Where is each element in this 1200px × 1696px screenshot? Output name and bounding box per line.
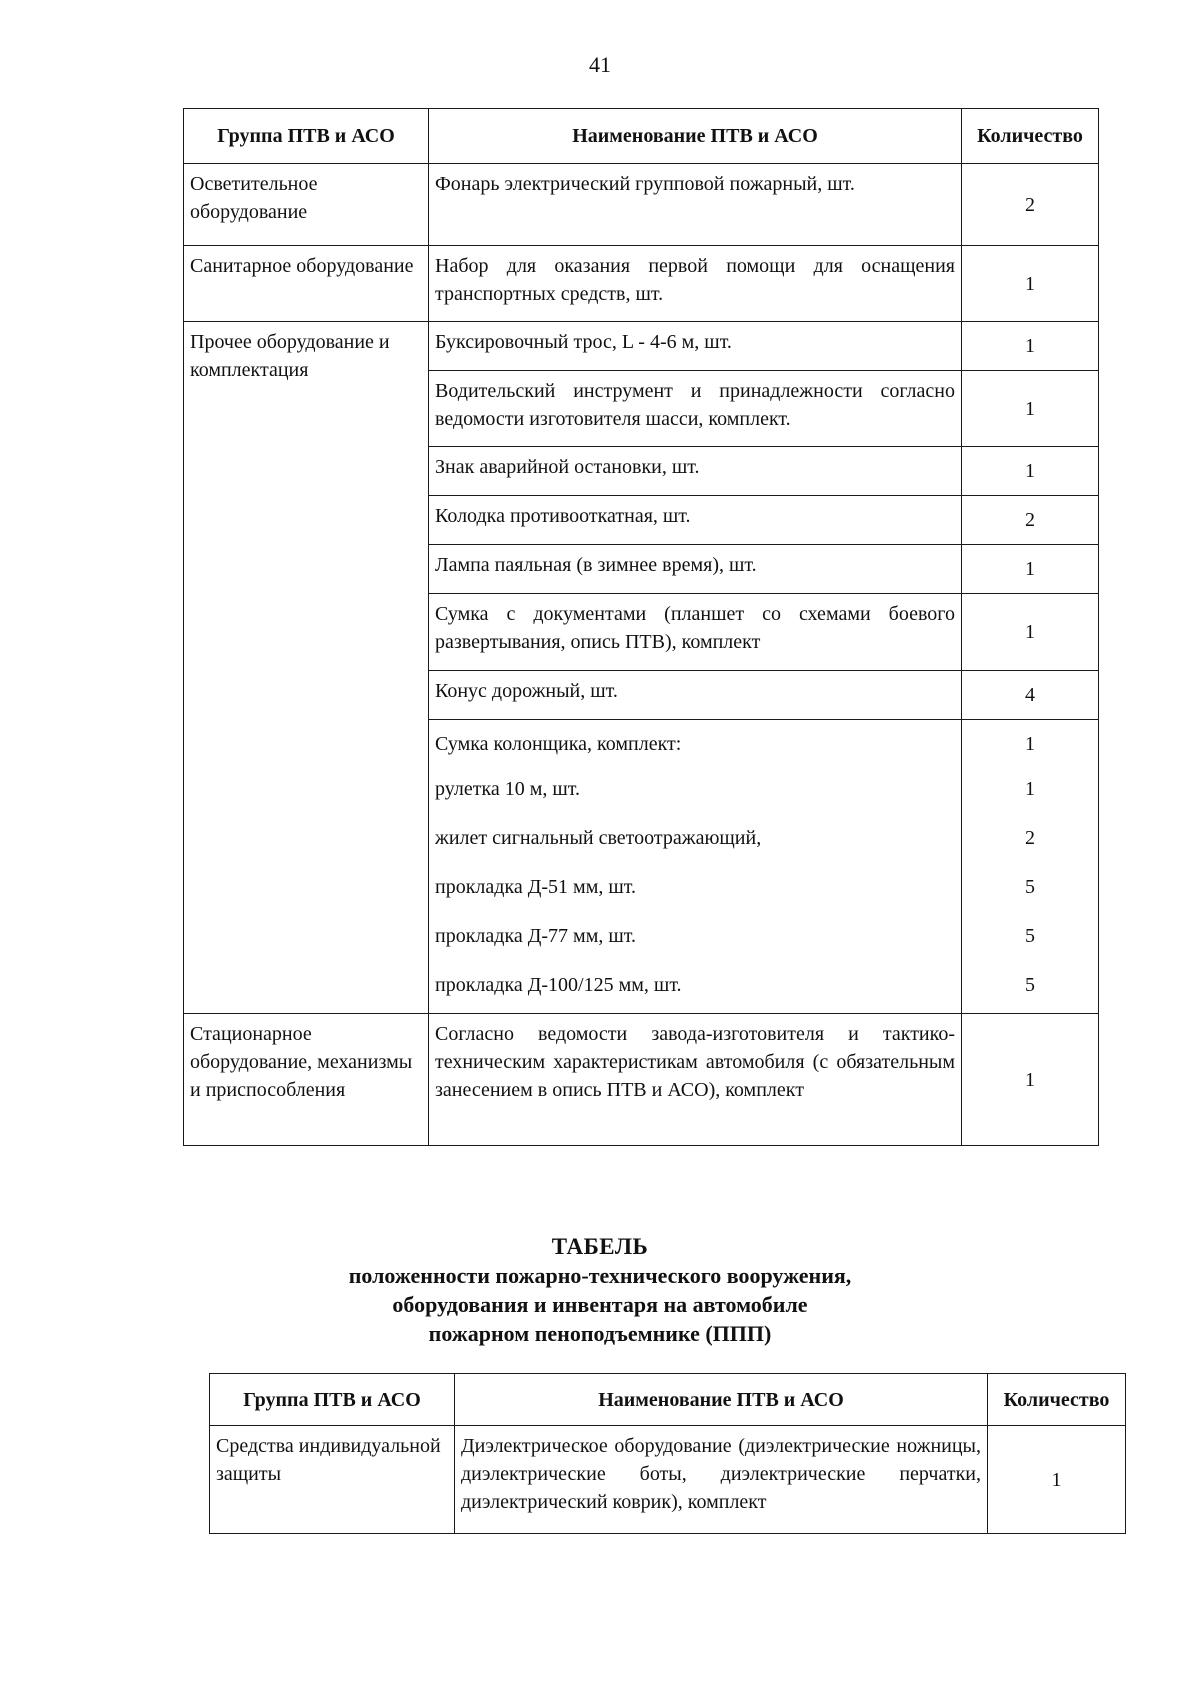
item-quantity: 4 [962, 671, 1099, 720]
group-cell: Прочее оборудование и комплектация [184, 322, 429, 1014]
item-name: Водительский инструмент и принадлежности согласно ведомости изготовителя шасси, комплект. [429, 371, 962, 447]
item-name: Конус дорожный, шт. [429, 671, 962, 720]
item-quantity: 5 [962, 867, 1099, 916]
item-name: прокладка Д-51 мм, шт. [429, 867, 962, 916]
item-name: Знак аварийной остановки, шт. [429, 447, 962, 496]
item-name: Фонарь электрический групповой пожарный, шт. [429, 164, 962, 246]
tabel-heading [0, 1232, 1200, 1348]
table-row [184, 246, 1099, 322]
group-cell: Санитарное оборудование [184, 246, 429, 322]
tabel-subtitle-line-3: пожарном пеноподъемнике (ППП) [428, 1321, 772, 1346]
item-name: Буксировочный трос, L - 4-6 м, шт. [429, 322, 962, 371]
item-quantity: 1 [962, 545, 1099, 594]
header-name: Наименование ПТВ и АСО [429, 109, 962, 164]
item-quantity: 2 [962, 496, 1099, 545]
tabel-subtitle-line-1: положенности пожарно-технического вооружения, [348, 1263, 852, 1288]
item-name: Сумка с документами (планшет со схемами боевого развертывания, опись ПТВ), комплект [429, 594, 962, 671]
tabel-subtitle-line-2: оборудования и инвентаря на автомобиле [392, 1292, 808, 1317]
item-name: Сумка колонщика, комплект: [429, 720, 962, 769]
item-quantity: 2 [962, 164, 1099, 246]
item-name: прокладка Д-100/125 мм, шт. [429, 965, 962, 1014]
header-quantity: Количество [988, 1374, 1126, 1426]
item-name: Диэлектрическое оборудование (диэлектрические ножницы, диэлектрические боты, диэлектрические перчатки, диэлектрический коврик), комплект [455, 1426, 988, 1534]
item-quantity: 1 [962, 720, 1099, 769]
page-number: 41 [589, 52, 611, 77]
item-name: прокладка Д-77 мм, шт. [429, 916, 962, 965]
equipment-table [183, 108, 1099, 1146]
item-name: Набор для оказания первой помощи для оснащения транспортных средств, шт. [429, 246, 962, 322]
table-row [184, 164, 1099, 246]
item-quantity: 1 [962, 594, 1099, 671]
header-name: Наименование ПТВ и АСО [455, 1374, 988, 1426]
item-name: Колодка противооткатная, шт. [429, 496, 962, 545]
item-name: Согласно ведомости завода-изготовителя и тактико-техническим характеристикам автомобиля (с обязательным занесением в опись ПТВ и АСО), комплект [429, 1014, 962, 1146]
item-quantity: 2 [962, 818, 1099, 867]
table-row [184, 1014, 1099, 1146]
item-quantity: 1 [988, 1426, 1126, 1534]
item-quantity: 1 [962, 246, 1099, 322]
item-quantity: 1 [962, 371, 1099, 447]
item-name: рулетка 10 м, шт. [429, 769, 962, 818]
group-cell: Осветительное оборудование [184, 164, 429, 246]
item-quantity: 1 [962, 769, 1099, 818]
item-quantity: 5 [962, 965, 1099, 1014]
group-cell: Стационарное оборудование, механизмы и приспособления [184, 1014, 429, 1146]
item-name: жилет сигнальный светоотражающий, [429, 818, 962, 867]
ppp-equipment-table [209, 1373, 1126, 1534]
group-cell: Средства индивидуальной защиты [210, 1426, 455, 1534]
header-quantity: Количество [962, 109, 1099, 164]
item-quantity: 5 [962, 916, 1099, 965]
header-group: Группа ПТВ и АСО [210, 1374, 455, 1426]
item-quantity: 1 [962, 447, 1099, 496]
item-quantity: 1 [962, 1014, 1099, 1146]
table-row [184, 322, 1099, 371]
item-name: Лампа паяльная (в зимнее время), шт. [429, 545, 962, 594]
table-row [210, 1426, 1126, 1534]
tabel-title: ТАБЕЛЬ [551, 1234, 649, 1259]
header-group: Группа ПТВ и АСО [184, 109, 429, 164]
item-quantity: 1 [962, 322, 1099, 371]
